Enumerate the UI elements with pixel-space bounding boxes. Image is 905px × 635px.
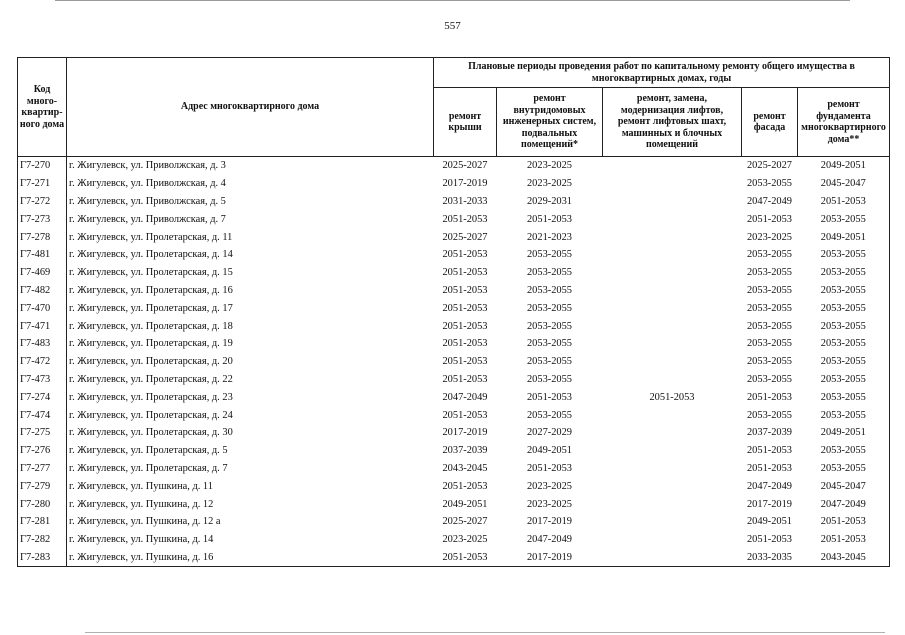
cell-lifts — [603, 406, 742, 424]
cell-address: г. Жигулевск, ул. Приволжская, д. 4 — [69, 178, 226, 190]
cell-code: Г7-279 — [18, 477, 67, 495]
cell-systems: 2023-2025 — [526, 160, 573, 172]
cell-address: г. Жигулевск, ул. Пролетарская, д. 24 — [69, 409, 233, 421]
cell-facade: 2053-2055 — [746, 178, 793, 190]
cell-facade: 2051-2053 — [746, 462, 793, 474]
cell-roof: 2051-2053 — [442, 338, 488, 350]
cell-facade: 2049-2051 — [746, 516, 793, 528]
cell-foundation: 2053-2055 — [798, 299, 890, 317]
cell-lifts — [603, 549, 742, 567]
header-roof: ремонт крыши — [434, 88, 497, 157]
cell-code: Г7-276 — [18, 442, 67, 460]
top-rule — [55, 0, 850, 1]
cell-systems: 2029-2031 — [526, 195, 573, 207]
cell-facade: 2053-2055 — [746, 284, 793, 296]
cell-systems: 2017-2019 — [497, 549, 603, 567]
cell-facade: 2051-2053 — [746, 445, 793, 457]
cell-address: г. Жигулевск, ул. Пролетарская, д. 7 — [69, 462, 228, 474]
table-row — [18, 495, 890, 513]
cell-systems: 2053-2055 — [526, 356, 573, 368]
cell-code: Г7-277 — [18, 460, 67, 478]
cell-code: Г7-470 — [18, 299, 67, 317]
cell-lifts — [603, 228, 742, 246]
cell-foundation: 2045-2047 — [798, 175, 890, 193]
cell-systems: 2051-2053 — [526, 462, 573, 474]
cell-lifts — [603, 371, 742, 389]
header-work-periods: Плановые периоды проведения работ по капитальному ремонту общего имущества в многоквартирных домах, годы — [434, 58, 890, 88]
cell-systems: 2051-2053 — [526, 391, 573, 403]
table-row — [18, 388, 890, 406]
cell-lifts — [603, 353, 742, 371]
table-row — [18, 210, 890, 228]
cell-facade: 2051-2053 — [746, 534, 793, 546]
table-row — [18, 282, 890, 300]
cell-systems: 2053-2055 — [526, 267, 573, 279]
cell-systems: 2027-2029 — [526, 427, 573, 439]
cell-systems: 2023-2025 — [526, 480, 573, 492]
cell-facade: 2033-2035 — [742, 549, 798, 567]
cell-roof: 2031-2033 — [442, 195, 488, 207]
cell-foundation: 2045-2047 — [798, 477, 890, 495]
cell-code: Г7-280 — [18, 495, 67, 513]
cell-code: Г7-473 — [18, 371, 67, 389]
cell-address: г. Жигулевск, ул. Пролетарская, д. 19 — [69, 338, 233, 350]
cell-roof: 2025-2027 — [442, 231, 488, 243]
header-code: Код много-квартир-ного дома — [18, 58, 67, 157]
cell-facade: 2053-2055 — [746, 249, 793, 261]
cell-systems: 2053-2055 — [526, 249, 573, 261]
cell-foundation: 2053-2055 — [798, 282, 890, 300]
cell-address: г. Жигулевск, ул. Пушкина, д. 16 — [67, 549, 434, 567]
cell-foundation: 2043-2045 — [798, 549, 890, 567]
cell-code: Г7-278 — [18, 228, 67, 246]
cell-systems: 2049-2051 — [526, 445, 573, 457]
cell-roof: 2023-2025 — [442, 534, 488, 546]
cell-roof: 2017-2019 — [442, 427, 488, 439]
cell-facade: 2053-2055 — [746, 267, 793, 279]
cell-address: г. Жигулевск, ул. Приволжская, д. 5 — [69, 195, 226, 207]
cell-lifts — [603, 513, 742, 531]
cell-address: г. Жигулевск, ул. Пролетарская, д. 11 — [69, 231, 233, 243]
cell-lifts — [603, 210, 742, 228]
table-row — [18, 513, 890, 531]
cell-lifts — [603, 282, 742, 300]
cell-lifts: 2051-2053 — [649, 391, 695, 403]
table-row — [18, 460, 890, 478]
cell-foundation: 2047-2049 — [798, 495, 890, 513]
cell-systems: 2053-2055 — [526, 338, 573, 350]
table-row — [18, 531, 890, 549]
cell-address: г. Жигулевск, ул. Пролетарская, д. 14 — [69, 249, 233, 261]
cell-systems: 2053-2055 — [526, 373, 573, 385]
cell-foundation: 2051-2053 — [798, 531, 890, 549]
cell-address: г. Жигулевск, ул. Пролетарская, д. 15 — [69, 267, 233, 279]
table-row — [18, 424, 890, 442]
cell-lifts — [603, 477, 742, 495]
cell-lifts — [603, 157, 742, 175]
cell-roof: 2051-2053 — [442, 249, 488, 261]
cell-roof: 2047-2049 — [442, 391, 488, 403]
cell-address: г. Жигулевск, ул. Приволжская, д. 7 — [69, 213, 226, 225]
cell-lifts — [603, 460, 742, 478]
cell-facade: 2017-2019 — [746, 498, 793, 510]
cell-foundation: 2051-2053 — [798, 193, 890, 211]
cell-lifts — [603, 264, 742, 282]
cell-address: г. Жигулевск, ул. Приволжская, д. 3 — [69, 160, 226, 172]
cell-facade: 2053-2055 — [746, 302, 793, 314]
cell-facade: 2051-2053 — [746, 213, 793, 225]
header-address: Адрес многоквартирного дома — [67, 58, 434, 157]
cell-lifts — [603, 335, 742, 353]
cell-address: г. Жигулевск, ул. Пролетарская, д. 22 — [69, 373, 233, 385]
cell-roof: 2051-2053 — [442, 213, 488, 225]
cell-roof: 2051-2053 — [442, 302, 488, 314]
cell-facade: 2047-2049 — [746, 480, 793, 492]
cell-facade: 2053-2055 — [746, 338, 793, 350]
cell-facade: 2047-2049 — [746, 195, 793, 207]
cell-address: г. Жигулевск, ул. Пушкина, д. 12 — [69, 498, 214, 510]
cell-roof: 2043-2045 — [442, 462, 488, 474]
table-row — [18, 335, 890, 353]
cell-roof: 2025-2027 — [442, 516, 488, 528]
cell-code: Г7-282 — [18, 531, 67, 549]
cell-foundation: 2053-2055 — [798, 264, 890, 282]
header-lifts: ремонт, замена, модернизация лифтов, ремонт лифтовых шахт, машинных и блочных помещений — [603, 88, 742, 157]
cell-systems: 2023-2025 — [526, 498, 573, 510]
cell-code: Г7-273 — [18, 210, 67, 228]
cell-foundation: 2051-2053 — [798, 513, 890, 531]
table-row — [18, 442, 890, 460]
cell-roof: 2051-2053 — [442, 267, 488, 279]
table-row — [18, 549, 890, 567]
header-row-top — [18, 58, 890, 88]
cell-systems: 2053-2055 — [526, 409, 573, 421]
cell-facade: 2025-2027 — [746, 160, 793, 172]
cell-foundation: 2053-2055 — [798, 246, 890, 264]
cell-foundation: 2053-2055 — [798, 317, 890, 335]
table-row — [18, 264, 890, 282]
cell-address: г. Жигулевск, ул. Пролетарская, д. 23 — [69, 391, 233, 403]
capital-repair-table — [17, 57, 890, 567]
table-row — [18, 406, 890, 424]
cell-lifts — [603, 246, 742, 264]
cell-lifts — [603, 442, 742, 460]
table-row — [18, 193, 890, 211]
cell-systems: 2053-2055 — [526, 320, 573, 332]
cell-address: г. Жигулевск, ул. Пушкина, д. 11 — [69, 480, 213, 492]
cell-code: Г7-482 — [18, 282, 67, 300]
cell-address: г. Жигулевск, ул. Пролетарская, д. 30 — [69, 427, 233, 439]
cell-lifts — [603, 193, 742, 211]
cell-systems: 2053-2055 — [526, 302, 573, 314]
cell-foundation: 2053-2055 — [798, 442, 890, 460]
cell-roof: 2049-2051 — [442, 498, 488, 510]
cell-facade: 2037-2039 — [746, 427, 793, 439]
cell-foundation: 2049-2051 — [798, 157, 890, 175]
cell-roof: 2051-2053 — [442, 356, 488, 368]
cell-code: Г7-270 — [18, 157, 67, 175]
table-row — [18, 353, 890, 371]
table-row — [18, 175, 890, 193]
cell-address: г. Жигулевск, ул. Пролетарская, д. 20 — [69, 356, 233, 368]
cell-facade: 2053-2055 — [746, 320, 793, 332]
cell-foundation: 2053-2055 — [798, 371, 890, 389]
cell-systems: 2021-2023 — [526, 231, 573, 243]
cell-lifts — [603, 424, 742, 442]
cell-lifts — [603, 299, 742, 317]
table-row — [18, 317, 890, 335]
cell-code: Г7-271 — [18, 175, 67, 193]
cell-address: г. Жигулевск, ул. Пролетарская, д. 16 — [69, 284, 233, 296]
cell-facade: 2053-2055 — [746, 373, 793, 385]
cell-roof: 2051-2053 — [442, 409, 488, 421]
cell-systems: 2053-2055 — [526, 284, 573, 296]
cell-code: Г7-469 — [18, 264, 67, 282]
cell-roof: 2051-2053 — [434, 549, 497, 567]
cell-systems: 2023-2025 — [526, 178, 573, 190]
cell-roof: 2051-2053 — [442, 284, 488, 296]
cell-address: г. Жигулевск, ул. Пролетарская, д. 5 — [69, 445, 228, 457]
cell-foundation: 2053-2055 — [798, 388, 890, 406]
cell-foundation: 2053-2055 — [798, 353, 890, 371]
cell-code: Г7-283 — [18, 549, 67, 567]
cell-facade: 2051-2053 — [746, 391, 793, 403]
cell-foundation: 2053-2055 — [798, 460, 890, 478]
cell-systems: 2017-2019 — [526, 516, 573, 528]
table-header — [18, 58, 890, 157]
table-row — [18, 157, 890, 175]
header-foundation: ремонт фундамента многоквартирного дома** — [798, 88, 890, 157]
cell-address: г. Жигулевск, ул. Пушкина, д. 14 — [69, 534, 214, 546]
page-number: 557 — [444, 20, 461, 32]
cell-roof: 2025-2027 — [442, 160, 488, 172]
cell-roof: 2051-2053 — [442, 373, 488, 385]
cell-systems: 2051-2053 — [526, 213, 573, 225]
table-body — [18, 157, 890, 567]
cell-address: г. Жигулевск, ул. Пролетарская, д. 18 — [69, 320, 233, 332]
cell-foundation: 2049-2051 — [798, 228, 890, 246]
cell-lifts — [603, 531, 742, 549]
cell-lifts — [603, 495, 742, 513]
cell-code: Г7-472 — [18, 353, 67, 371]
cell-code: Г7-481 — [18, 246, 67, 264]
cell-facade: 2023-2025 — [746, 231, 793, 243]
table-row — [18, 477, 890, 495]
cell-code: Г7-474 — [18, 406, 67, 424]
cell-roof: 2051-2053 — [442, 480, 488, 492]
cell-facade: 2053-2055 — [746, 409, 793, 421]
cell-lifts — [603, 175, 742, 193]
cell-facade: 2053-2055 — [746, 356, 793, 368]
cell-roof: 2037-2039 — [442, 445, 488, 457]
cell-address: г. Жигулевск, ул. Пушкина, д. 12 а — [69, 516, 221, 528]
cell-address: г. Жигулевск, ул. Пролетарская, д. 17 — [69, 302, 233, 314]
table-row — [18, 228, 890, 246]
cell-code: Г7-272 — [18, 193, 67, 211]
cell-systems: 2047-2049 — [526, 534, 573, 546]
cell-foundation: 2049-2051 — [798, 424, 890, 442]
cell-lifts — [603, 317, 742, 335]
table-row — [18, 299, 890, 317]
header-engineering-systems: ремонт внутридомовых инженерных систем, подвальных помещений* — [497, 88, 603, 157]
cell-foundation: 2053-2055 — [798, 210, 890, 228]
cell-foundation: 2053-2055 — [798, 406, 890, 424]
cell-code: Г7-274 — [18, 388, 67, 406]
table-row — [18, 246, 890, 264]
cell-code: Г7-275 — [18, 424, 67, 442]
table-row — [18, 371, 890, 389]
cell-code: Г7-483 — [18, 335, 67, 353]
header-facade: ремонт фасада — [742, 88, 798, 157]
cell-code: Г7-471 — [18, 317, 67, 335]
bottom-rule — [85, 632, 885, 633]
cell-foundation: 2053-2055 — [798, 335, 890, 353]
cell-roof: 2051-2053 — [442, 320, 488, 332]
cell-code: Г7-281 — [18, 513, 67, 531]
cell-roof: 2017-2019 — [442, 178, 488, 190]
